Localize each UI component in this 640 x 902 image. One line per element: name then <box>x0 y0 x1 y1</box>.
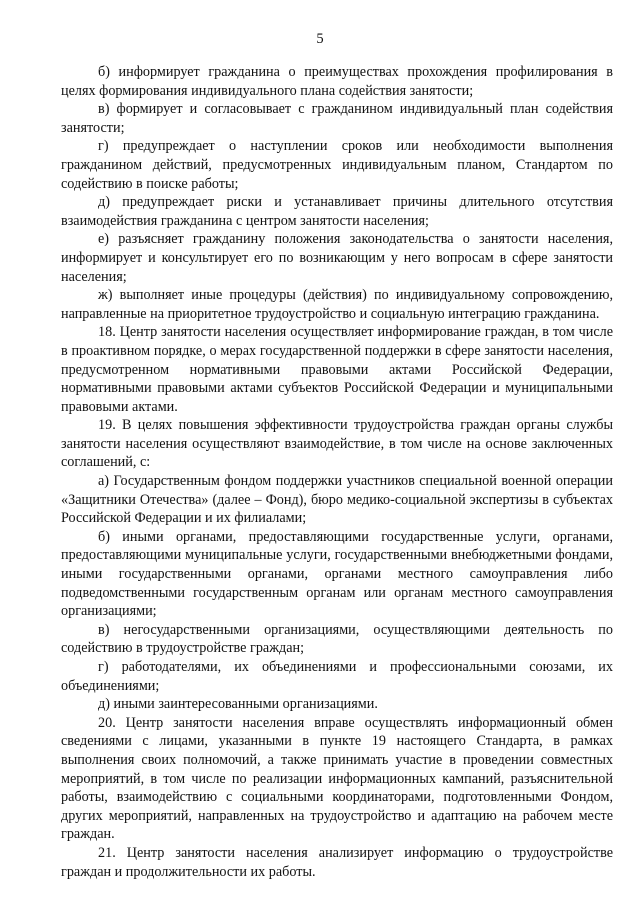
document-body <box>61 63 613 881</box>
paragraph-section-19: 19. В целях повышения эффективности трудоустройства граждан органы службы занятости населения осуществляют взаимодействие, в том числе на основе заключенных соглашений, с: <box>61 417 613 471</box>
page-number: 5 <box>316 31 324 47</box>
paragraph-item-v-plan: в) формирует и согласовывает с гражданином индивидуальный план содействия занятости; <box>61 101 613 136</box>
paragraph-item-zh-procedures: ж) выполняет иные процедуры (действия) по индивидуальному сопровождению, направленные на приоритетное трудоустройство и социальную интеграцию гражданина. <box>61 287 613 322</box>
paragraph-section-19-g: г) работодателями, их объединениями и профессиональными союзами, их объединениями; <box>61 659 613 694</box>
paragraph-item-d-risks: д) предупреждает риски и устанавливает причины длительного отсутствия взаимодействия гражданина с центром занятости населения; <box>61 194 613 229</box>
paragraph-section-19-d: д) иными заинтересованными организациями. <box>98 696 378 713</box>
paragraph-section-19-b: б) иными органами, предоставляющими государственные услуги, органами, предоставляющими муниципальные услуги, государственными внебюджетными фондами, иными государственными органами, органами местного самоуправления либо подведомственными государственным органам или органам местного самоуправления организациями; <box>61 528 613 620</box>
paragraph-item-g-warn-deadlines: г) предупреждает о наступлении сроков или необходимости выполнения гражданином действий, предусмотренных индивидуальным планом, Стандартом по содействию в поиске работы; <box>61 138 613 192</box>
paragraph-section-19-a: а) Государственным фондом поддержки участников специальной военной операции «Защитники Отечества» (далее – Фонд), бюро медико-социальной экспертизы в субъектах Российской Федерации и их филиалами; <box>61 473 613 527</box>
paragraph-section-20: 20. Центр занятости населения вправе осуществлять информационный обмен сведениями с лицами, указанными в пункте 19 настоящего Стандарта, в рамках выполнения своих полномочий, а также принимать участие в проведении совместных мероприятий, в том числе по реализации информационных кампаний, разъяснительной работы, взаимодействию с социальными координаторами, подготовленными Фондом, других мероприятий, направленных на трудоустройство и адаптацию на рабочем месте граждан. <box>61 714 613 843</box>
paragraph-section-19-v: в) негосударственными организациями, осуществляющими деятельность по содействию в трудоустройстве граждан; <box>61 621 613 657</box>
paragraph-item-b-inform: б) информирует гражданина о преимуществах прохождения профилирования в целях формирования индивидуального плана содействия занятости; <box>61 64 613 99</box>
paragraph-section-21: 21. Центр занятости населения анализирует информацию о трудоустройстве граждан и продолжительности их работы. <box>61 844 613 880</box>
paragraph-item-e-explain: е) разъясняет гражданину положения законодательства о занятости населения, информирует и консультирует его по возникающим у него вопросам в сфере занятости населения; <box>61 231 613 285</box>
paragraph-section-18: 18. Центр занятости населения осуществляет информирование граждан, в том числе в проактивном порядке, о мерах государственной поддержки в сфере занятости населения, предусмотренном нормативными правовыми актами Российской Федерации, нормативными правовыми актами субъектов Российской Федерации и муниципальными правовыми актами. <box>61 324 613 415</box>
